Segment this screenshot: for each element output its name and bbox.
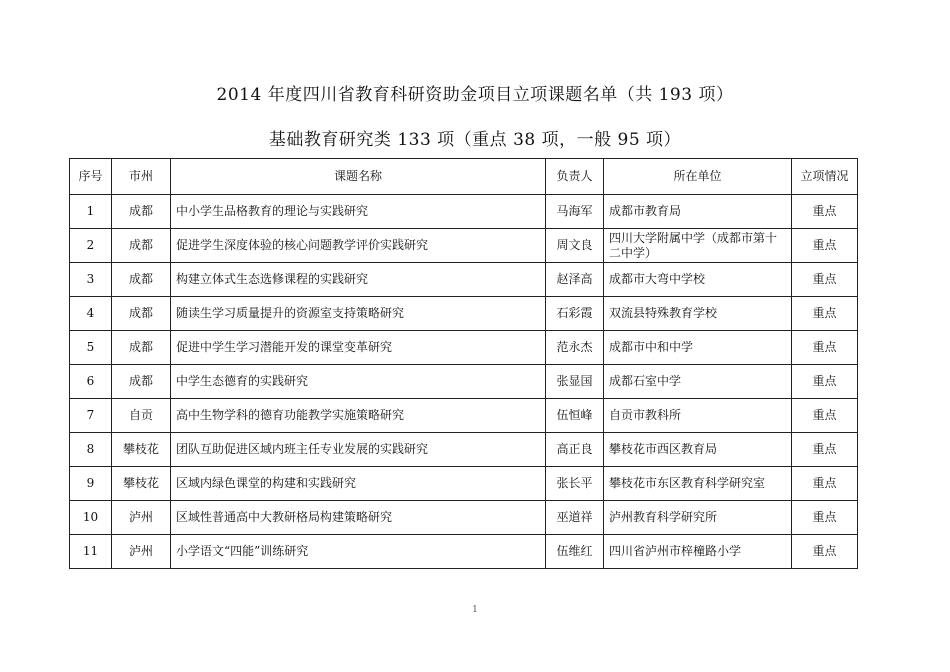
cell-unit: 攀枝花市西区教育局 — [604, 433, 792, 467]
cell-level: 重点 — [792, 195, 858, 229]
cell-unit: 成都石室中学 — [604, 365, 792, 399]
cell-topic: 中学生态德育的实践研究 — [171, 365, 546, 399]
cell-leader: 巫道祥 — [546, 501, 604, 535]
table-row — [70, 433, 858, 467]
header-level: 立项情况 — [792, 159, 858, 195]
cell-leader: 范永杰 — [546, 331, 604, 365]
cell-leader: 高正良 — [546, 433, 604, 467]
cell-topic: 构建立体式生态选修课程的实践研究 — [171, 263, 546, 297]
table-row — [70, 467, 858, 501]
cell-unit: 双流县特殊教育学校 — [604, 297, 792, 331]
cell-index: 9 — [70, 467, 112, 501]
cell-unit: 成都市大弯中学校 — [604, 263, 792, 297]
table-body — [70, 195, 858, 569]
cell-level: 重点 — [792, 297, 858, 331]
cell-unit: 自贡市教科所 — [604, 399, 792, 433]
table-row — [70, 399, 858, 433]
header-topic: 课题名称 — [171, 159, 546, 195]
header-row — [70, 159, 858, 195]
cell-topic: 团队互助促进区域内班主任专业发展的实践研究 — [171, 433, 546, 467]
table-row — [70, 195, 858, 229]
table-row — [70, 535, 858, 569]
cell-city: 成都 — [112, 297, 171, 331]
cell-leader: 伍恒峰 — [546, 399, 604, 433]
cell-index: 8 — [70, 433, 112, 467]
cell-topic: 随读生学习质量提升的资源室支持策略研究 — [171, 297, 546, 331]
cell-level: 重点 — [792, 263, 858, 297]
table-row — [70, 263, 858, 297]
cell-leader: 马海军 — [546, 195, 604, 229]
cell-index: 1 — [70, 195, 112, 229]
cell-city: 自贡 — [112, 399, 171, 433]
cell-city: 泸州 — [112, 501, 171, 535]
cell-index: 5 — [70, 331, 112, 365]
cell-index: 10 — [70, 501, 112, 535]
document-title: 2014 年度四川省教育科研资助金项目立项课题名单（共 193 项） — [216, 85, 734, 105]
cell-city: 成都 — [112, 263, 171, 297]
cell-level: 重点 — [792, 535, 858, 569]
cell-index: 7 — [70, 399, 112, 433]
cell-level: 重点 — [792, 399, 858, 433]
table-row — [70, 365, 858, 399]
cell-topic: 促进学生深度体验的核心问题教学评价实践研究 — [171, 229, 546, 263]
cell-topic: 区域性普通高中大教研格局构建策略研究 — [171, 501, 546, 535]
cell-unit: 成都市中和中学 — [604, 331, 792, 365]
cell-leader: 赵泽高 — [546, 263, 604, 297]
cell-unit: 四川大学附属中学（成都市第十二中学） — [604, 229, 792, 263]
cell-index: 2 — [70, 229, 112, 263]
cell-city: 泸州 — [112, 535, 171, 569]
cell-city: 成都 — [112, 365, 171, 399]
header-unit: 所在单位 — [604, 159, 792, 195]
cell-unit: 四川省泸州市梓橦路小学 — [604, 535, 792, 569]
table-row — [70, 229, 858, 263]
cell-city: 攀枝花 — [112, 467, 171, 501]
header-city: 市州 — [112, 159, 171, 195]
cell-leader: 伍维红 — [546, 535, 604, 569]
cell-topic: 促进中学生学习潜能开发的课堂变革研究 — [171, 331, 546, 365]
cell-unit: 泸州教育科学研究所 — [604, 501, 792, 535]
cell-level: 重点 — [792, 229, 858, 263]
cell-index: 6 — [70, 365, 112, 399]
cell-index: 11 — [70, 535, 112, 569]
cell-level: 重点 — [792, 331, 858, 365]
cell-level: 重点 — [792, 365, 858, 399]
cell-city: 成都 — [112, 229, 171, 263]
cell-leader: 周文良 — [546, 229, 604, 263]
cell-index: 4 — [70, 297, 112, 331]
cell-unit: 成都市教育局 — [604, 195, 792, 229]
cell-level: 重点 — [792, 433, 858, 467]
cell-topic: 中小学生品格教育的理论与实践研究 — [171, 195, 546, 229]
table-row — [70, 501, 858, 535]
header-index: 序号 — [70, 159, 112, 195]
cell-city: 攀枝花 — [112, 433, 171, 467]
cell-topic: 区域内绿色课堂的构建和实践研究 — [171, 467, 546, 501]
cell-unit: 攀枝花市东区教育科学研究室 — [604, 467, 792, 501]
cell-city: 成都 — [112, 195, 171, 229]
document-subtitle: 基础教育研究类 133 项（重点 38 项，一般 95 项） — [268, 130, 682, 150]
cell-topic: 高中生物学科的德育功能教学实施策略研究 — [171, 399, 546, 433]
project-table — [69, 158, 858, 569]
page-number: 1 — [472, 605, 478, 615]
cell-level: 重点 — [792, 501, 858, 535]
cell-level: 重点 — [792, 467, 858, 501]
cell-leader: 石彩霞 — [546, 297, 604, 331]
cell-city: 成都 — [112, 331, 171, 365]
cell-index: 3 — [70, 263, 112, 297]
table-row — [70, 331, 858, 365]
cell-topic: 小学语文“四能”训练研究 — [171, 535, 546, 569]
header-leader: 负责人 — [546, 159, 604, 195]
cell-leader: 张显国 — [546, 365, 604, 399]
cell-leader: 张长平 — [546, 467, 604, 501]
table-header — [70, 159, 858, 195]
table-row — [70, 297, 858, 331]
